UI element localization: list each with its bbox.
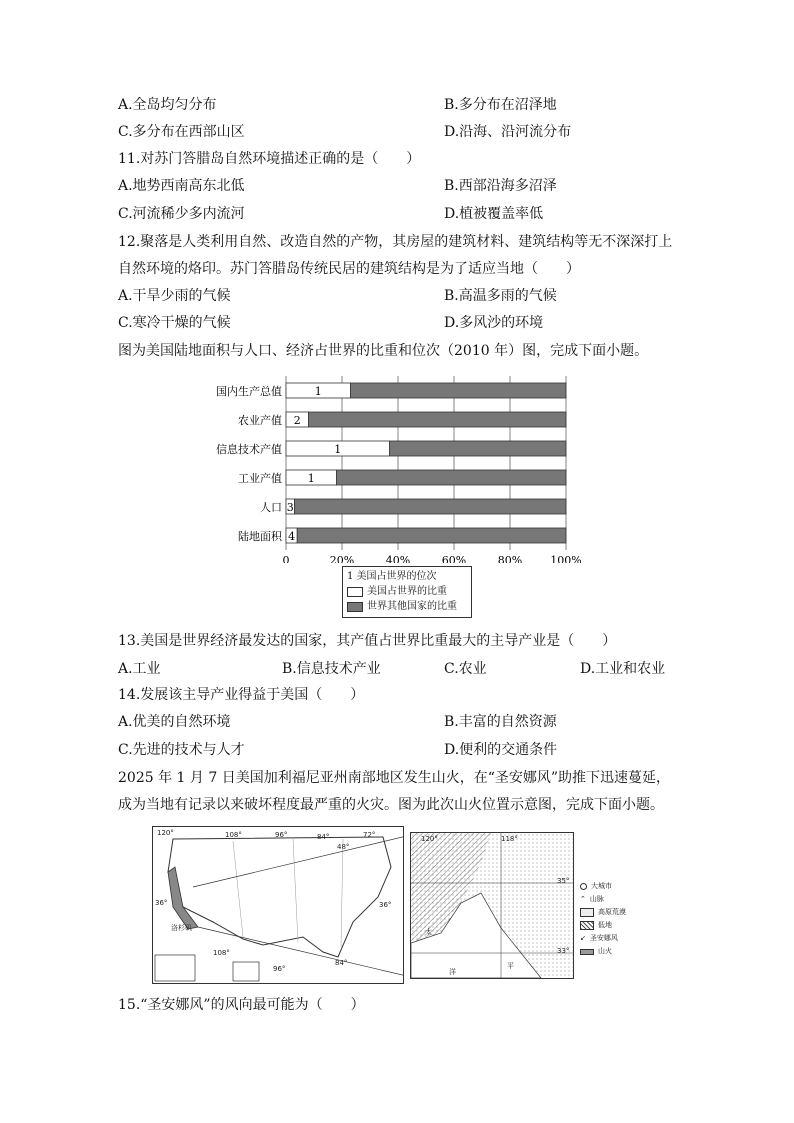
bar-other-share [390,441,566,456]
usa-label-lon-108-bottom: 108° [213,949,230,957]
q13-option-d: D.工业和农业 [580,661,666,677]
bar-other-share [308,412,566,427]
x-tick-label: 40% [385,554,411,563]
legend-swatch-gray [347,602,363,612]
q12-option-c: C.寒冷干燥的气候 [118,315,231,331]
share-rank-bar-chart [200,368,600,563]
x-tick-label: 100% [550,554,582,563]
usa-label-los-angeles: 洛杉矶 [171,924,192,932]
map-intro-line2: 成为当地有记录以来破坏程度最严重的火灾。图为此次山火位置示意图，完成下面小题。 [118,797,664,813]
q12-option-d: D.多风沙的环境 [444,315,544,331]
q12-stem-line2: 自然环境的烙印。苏门答腊岛传统民居的建筑结构是为了适应当地（ ） [118,261,580,277]
rank-label: 1 [334,443,342,456]
map-intro-line1: 2025 年 1 月 7 日美国加利福尼亚州南部地区发生山火，在“圣安娜风”助推下迅速蔓延， [118,770,671,786]
usa-label-lon-108: 108° [225,831,242,839]
category-label: 信息技术产值 [216,443,282,456]
inset-label-ocean-3: 洋 [449,968,456,976]
legend-share: 美国占世界的比重 [347,584,467,599]
usa-label-lon-96-bottom: 96° [273,965,286,973]
usa-label-lat-48: 48° [337,843,350,851]
inset-label-ocean-1: 太 [425,928,432,936]
q13-stem: 13.美国是世界经济最发达的国家，其产值占世界比重最大的主导产业是（ ） [118,633,617,649]
usa-label-lon-84-bottom: 84° [335,959,348,967]
bar-other-share [297,528,566,543]
usa-label-lon-120: 120° [157,829,174,837]
bar-other-share [350,383,566,398]
x-tick-label: 60% [441,554,467,563]
usa-label-lat-36-right: 36° [379,901,392,909]
q12-option-a: A.干旱少雨的气候 [118,288,231,304]
q11-option-c: C.河流稀少多内流河 [118,206,245,222]
category-label: 工业产值 [238,472,282,485]
rank-label: 2 [293,414,301,427]
q10-option-c: C.多分布在西部山区 [118,124,245,140]
category-label: 国内生产总值 [216,385,282,398]
bar-other-share [336,470,566,485]
q14-stem: 14.发展该主导产业得益于美国（ ） [118,687,365,703]
usa-map [152,826,404,984]
legend-swatch-white [347,587,363,597]
chart-intro: 图为美国陆地面积与人口、经济占世界的比重和位次（2010 年）图，完成下面小题。 [118,343,649,359]
x-tick-label: 80% [497,554,523,563]
x-tick-label: 20% [329,554,355,563]
inset-label-lat-33: 33° [557,947,570,955]
inset-map-legend [580,880,650,980]
x-tick-label: 0 [282,554,290,563]
rank-label: 4 [288,530,296,543]
q14-option-a: A.优美的自然环境 [118,714,231,730]
inset-label-lon-120: 120° [421,835,438,843]
category-label: 陆地面积 [238,530,282,543]
usa-map-drawing [153,827,403,983]
q14-option-d: D.便利的交通条件 [444,742,558,758]
chart-legend [342,566,472,618]
rank-label: 1 [314,385,322,398]
inset-label-ocean-2: 平 [507,962,514,970]
q11-option-d: D.植被覆盖率低 [444,206,544,222]
q13-option-c: C.农业 [444,661,487,677]
q10-option-d: D.沿海、沿河流分布 [444,124,572,140]
q13-option-b: B.信息技术产业 [282,661,381,677]
q10-option-a: A.全岛均匀分布 [118,97,217,113]
usa-label-lon-72: 72° [363,831,376,839]
category-label: 农业产值 [238,414,282,427]
inset-map [410,832,574,979]
q12-stem-line1: 12.聚落是人类利用自然、改造自然的产物，其房屋的建筑材料、建筑结构等无不深深打上 [118,234,673,250]
q14-option-b: B.丰富的自然资源 [444,714,557,730]
q13-option-a: A.工业 [118,661,161,677]
legend-santa-ana-wind: ↙ 圣安娜风 [580,934,618,942]
q11-option-b: B.西部沿海多沼泽 [444,178,557,194]
legend-rank: 1 美国占世界的位次 [347,571,437,582]
rank-label: 3 [286,501,294,514]
q14-option-c: C.先进的技术与人才 [118,742,245,758]
legend-lowland: 低地 [580,919,650,932]
q11-option-a: A.地势西南高东北低 [118,178,245,194]
q15-stem: 15.“圣安娜风”的风向最可能为（ ） [118,997,365,1013]
legend-other: 世界其他国家的比重 [347,599,467,614]
q10-option-b: B.多分布在沼泽地 [444,97,557,113]
usa-label-lon-96: 96° [275,831,288,839]
inset-label-lat-35: 35° [557,877,570,885]
q11-stem: 11.对苏门答腊岛自然环境描述正确的是（ ） [118,151,421,167]
legend-mountain: ⌃ 山脉 [580,895,604,903]
q12-option-b: B.高温多雨的气候 [444,288,557,304]
inset-label-lon-118: 118° [501,835,518,843]
usa-label-lat-36-left: 36° [155,899,168,907]
usa-label-lon-84: 84° [317,833,330,841]
legend-city: 大城市 [580,880,650,893]
bar-other-share [294,499,566,514]
inset-map-drawing [411,833,573,978]
category-label: 人口 [260,501,282,514]
legend-plateau-desert: 高原荒漠 [580,906,650,919]
legend-wildfire: 山火 [580,945,650,958]
rank-label: 1 [307,472,315,485]
